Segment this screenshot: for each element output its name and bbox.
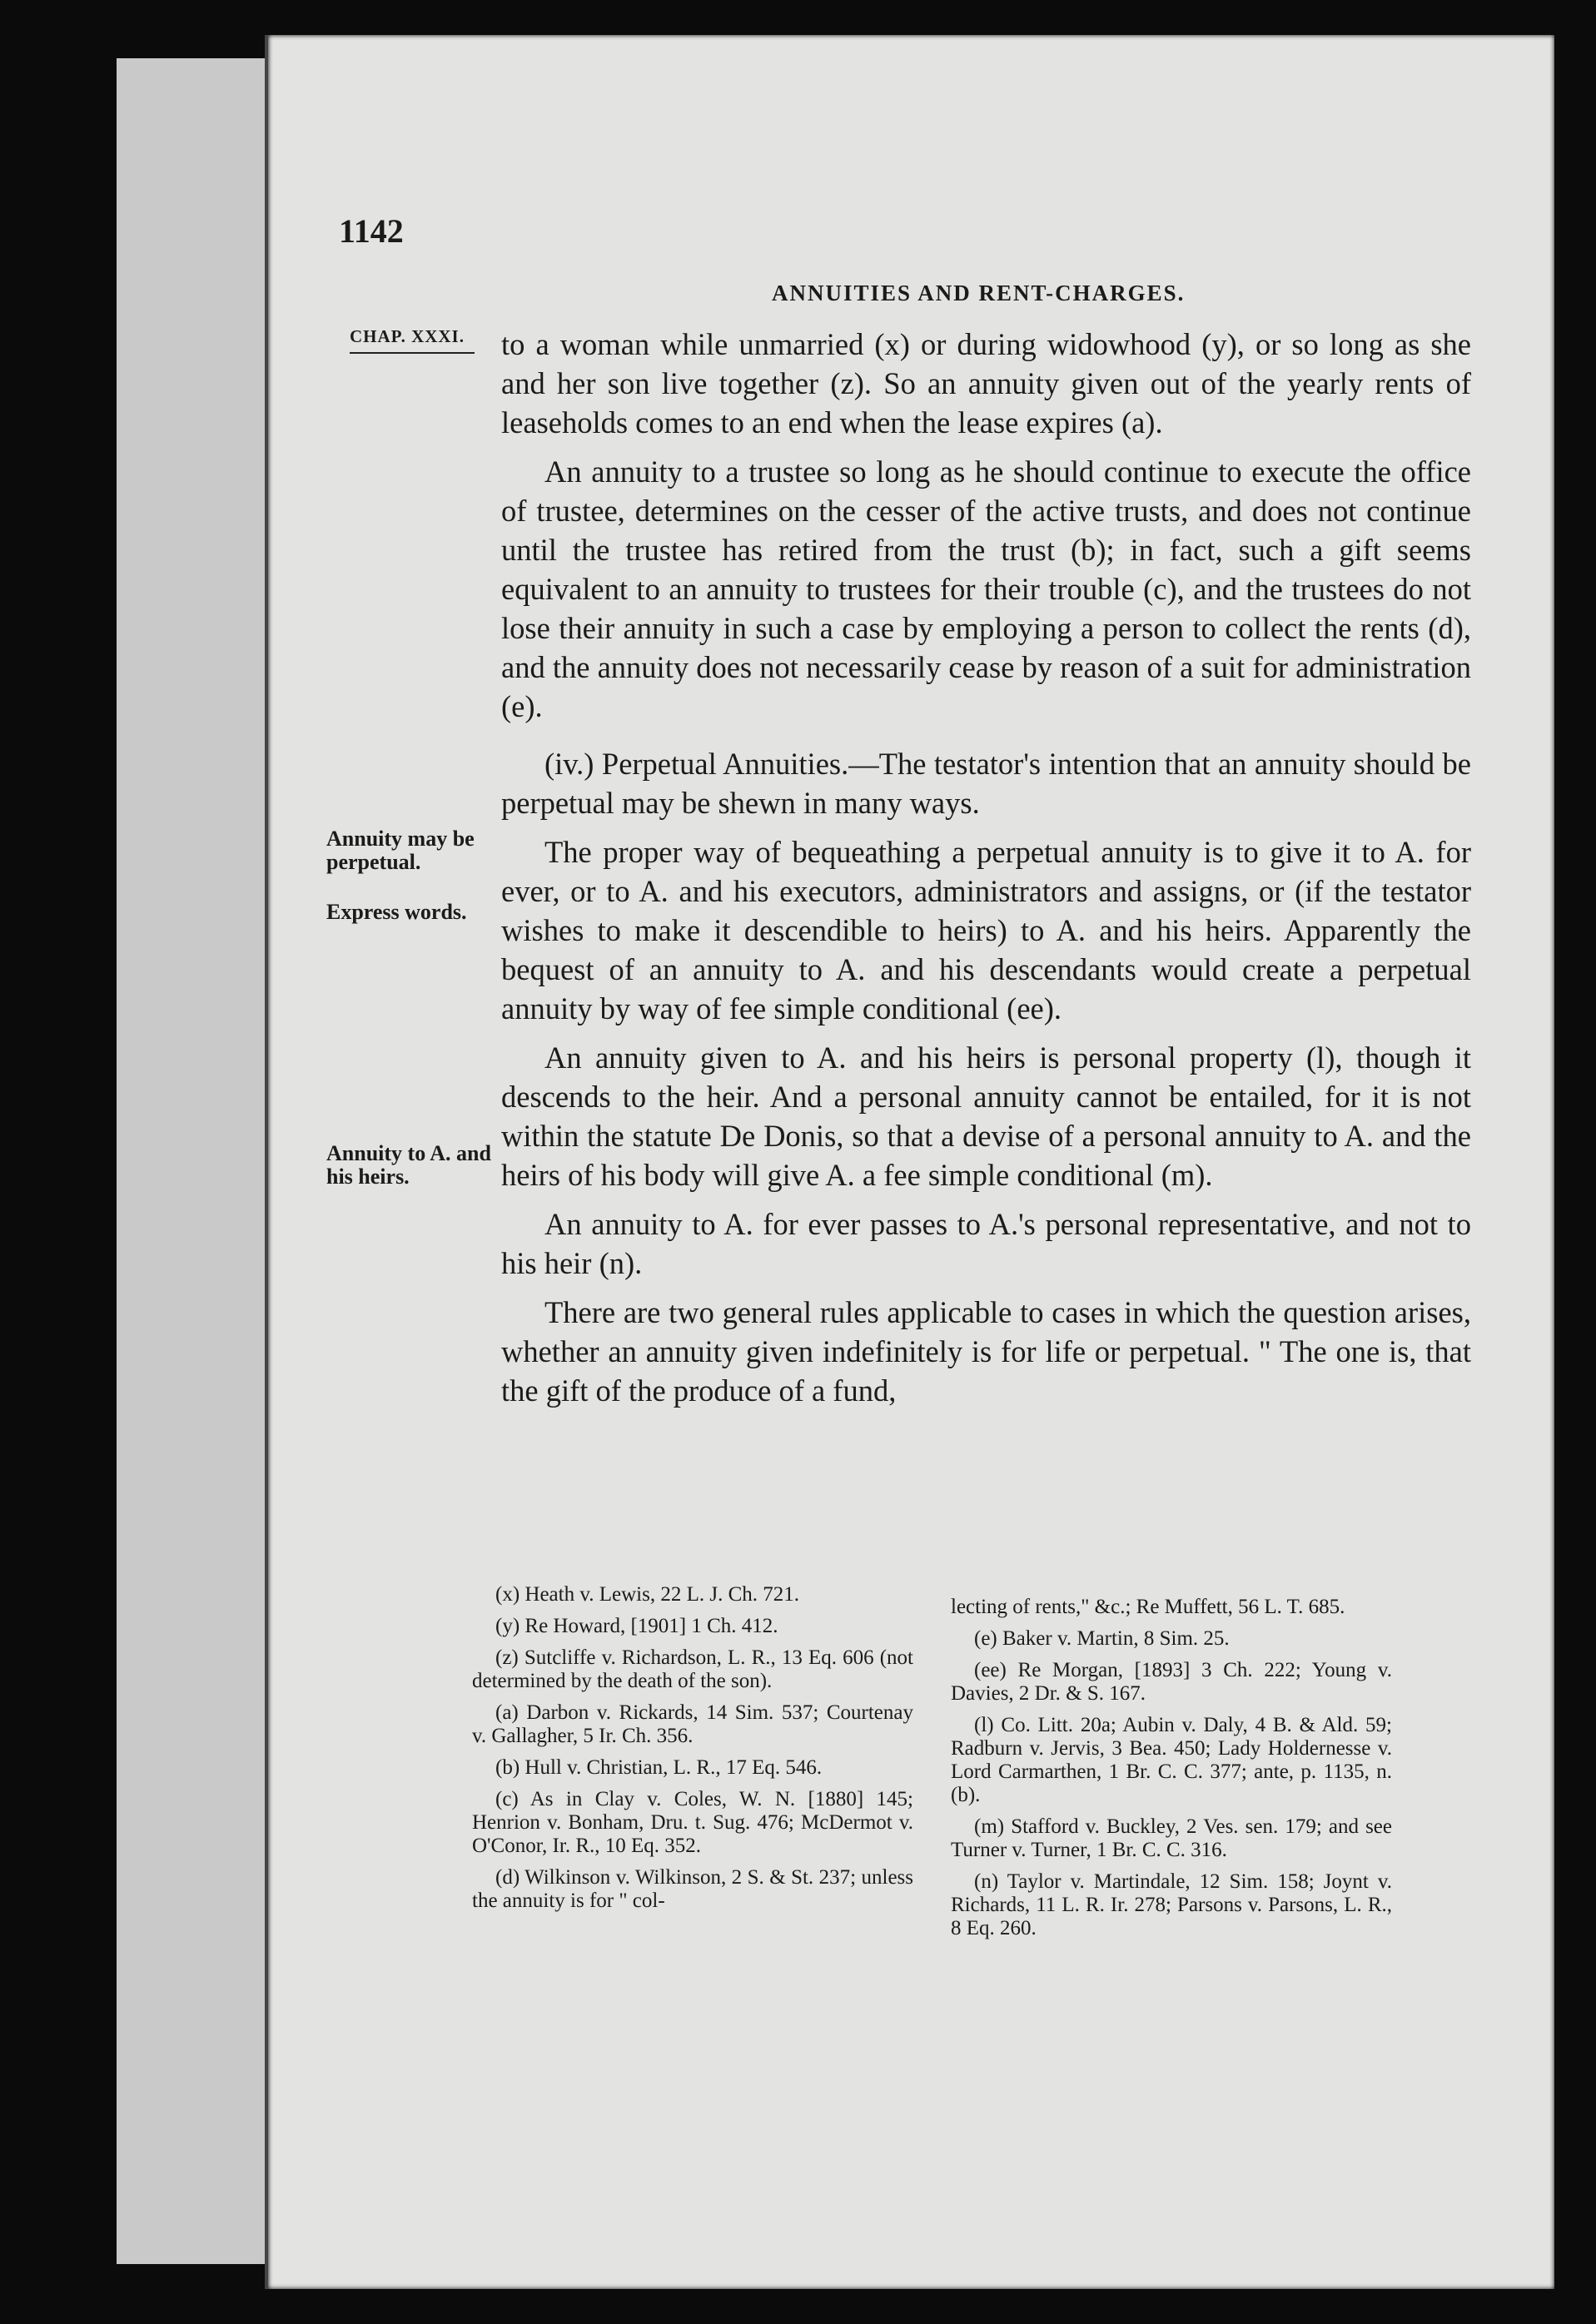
footnote: (c) As in Clay v. Coles, W. N. [1880] 145; Henrion v. Bonham, Dru. t. Sug. 476; McDermot v. O'Conor, Ir. R., 10 Eq. 352. [472, 1788, 913, 1857]
paragraph: The proper way of bequeathing a perpetual annuity is to give it to A. for ever, or to A. and his executors, administrators and assigns, or (if the testator wishes to make it descendible to heirs) to A. and his heirs. Apparently the bequest of an annuity to A. and his descendants would create a perpetual annuity by way of fee simple conditional (ee). [501, 835, 1471, 1025]
paragraph: (iv.) Perpetual Annuities.—The testator's intention that an annuity should be perpetual may be shewn in many ways. [501, 747, 1471, 820]
page-stack-edges [117, 58, 275, 2264]
side-note-heirs: Annuity to A. and his heirs. [326, 1141, 491, 1189]
footnotes-right [951, 1596, 1392, 1949]
footnote: (n) Taylor v. Martindale, 12 Sim. 158; Joynt v. Richards, 11 L. R. Ir. 278; Parsons v. Parsons, L. R., 8 Eq. 260. [951, 1870, 1392, 1939]
paragraph: to a woman while unmarried (x) or during widowhood (y), or so long as she and her son live together (z). So an annuity given out of the yearly rents of leaseholds comes to an end when the lease expires (a). [501, 327, 1471, 439]
footnote: (b) Hull v. Christian, L. R., 17 Eq. 546. [495, 1756, 823, 1779]
footnote: (m) Stafford v. Buckley, 2 Ves. sen. 179; and see Turner v. Turner, 1 Br. C. C. 316. [951, 1815, 1392, 1861]
footnotes-left [472, 1583, 913, 1921]
footnote: (d) Wilkinson v. Wilkinson, 2 S. & St. 237; unless the annuity is for " col- [472, 1866, 913, 1912]
footnote: (e) Baker v. Martin, 8 Sim. 25. [974, 1627, 1230, 1650]
body-text [501, 325, 1471, 1420]
paragraph: An annuity to A. for ever passes to A.'s personal representative, and not to his heir (n). [501, 1207, 1471, 1280]
footnote: (l) Co. Litt. 20a; Aubin v. Daly, 4 B. & Ald. 59; Radburn v. Jervis, 3 Bea. 450; Lady Holdernesse v. Lord Carmarthen, 1 Br. C. C. 377; ante, p. 1135, n. (b). [951, 1714, 1392, 1806]
running-title: ANNUITIES AND RENT-CHARGES. [772, 281, 1186, 305]
footnote: (ee) Re Morgan, [1893] 3 Ch. 222; Young v. Davies, 2 Dr. & S. 167. [951, 1659, 1392, 1705]
footnote: (a) Darbon v. Rickards, 14 Sim. 537; Courtenay v. Gallagher, 5 Ir. Ch. 356. [472, 1701, 913, 1747]
footnote: (y) Re Howard, [1901] 1 Ch. 412. [495, 1615, 778, 1637]
side-note-perpetual: Annuity may be perpetual. [326, 827, 475, 874]
paragraph: An annuity given to A. and his heirs is personal property (l), though it descends to the heir. And a personal annuity cannot be entailed, for it is not within the statute De Donis, so that a devise of a personal annuity to A. and the heirs of his body will give A. a fee simple conditional (m). [501, 1040, 1471, 1192]
paragraph: An annuity to a trustee so long as he should continue to execute the office of trustee, determines on the cesser of the active trusts, and does not continue until the trustee has retired from the trust (b); in fact, such a gift seems equivalent to an annuity to trustees for their trouble (c), and the trustees do not lose their annuity in such a case by employing a person to collect the rents (d), and the annuity does not necessarily cease by reason of a suit for administration (e). [501, 454, 1471, 723]
side-note-express-words: Express words. [326, 900, 467, 924]
book-page [265, 35, 1554, 2289]
chapter-label: CHAP. XXXI. [350, 326, 475, 354]
footnote: (z) Sutcliffe v. Richardson, L. R., 13 Eq. 606 (not determined by the death of the son). [472, 1646, 913, 1692]
footnote: (x) Heath v. Lewis, 22 L. J. Ch. 721. [495, 1583, 799, 1606]
footnote: lecting of rents," &c.; Re Muffett, 56 L. T. 685. [951, 1596, 1345, 1618]
paragraph: There are two general rules applicable to cases in which the question arises, whether an annuity given indefinitely is for life or perpetual. " The one is, that the gift of the produce of a fund, [501, 1295, 1471, 1408]
page-number: 1142 [339, 212, 404, 250]
